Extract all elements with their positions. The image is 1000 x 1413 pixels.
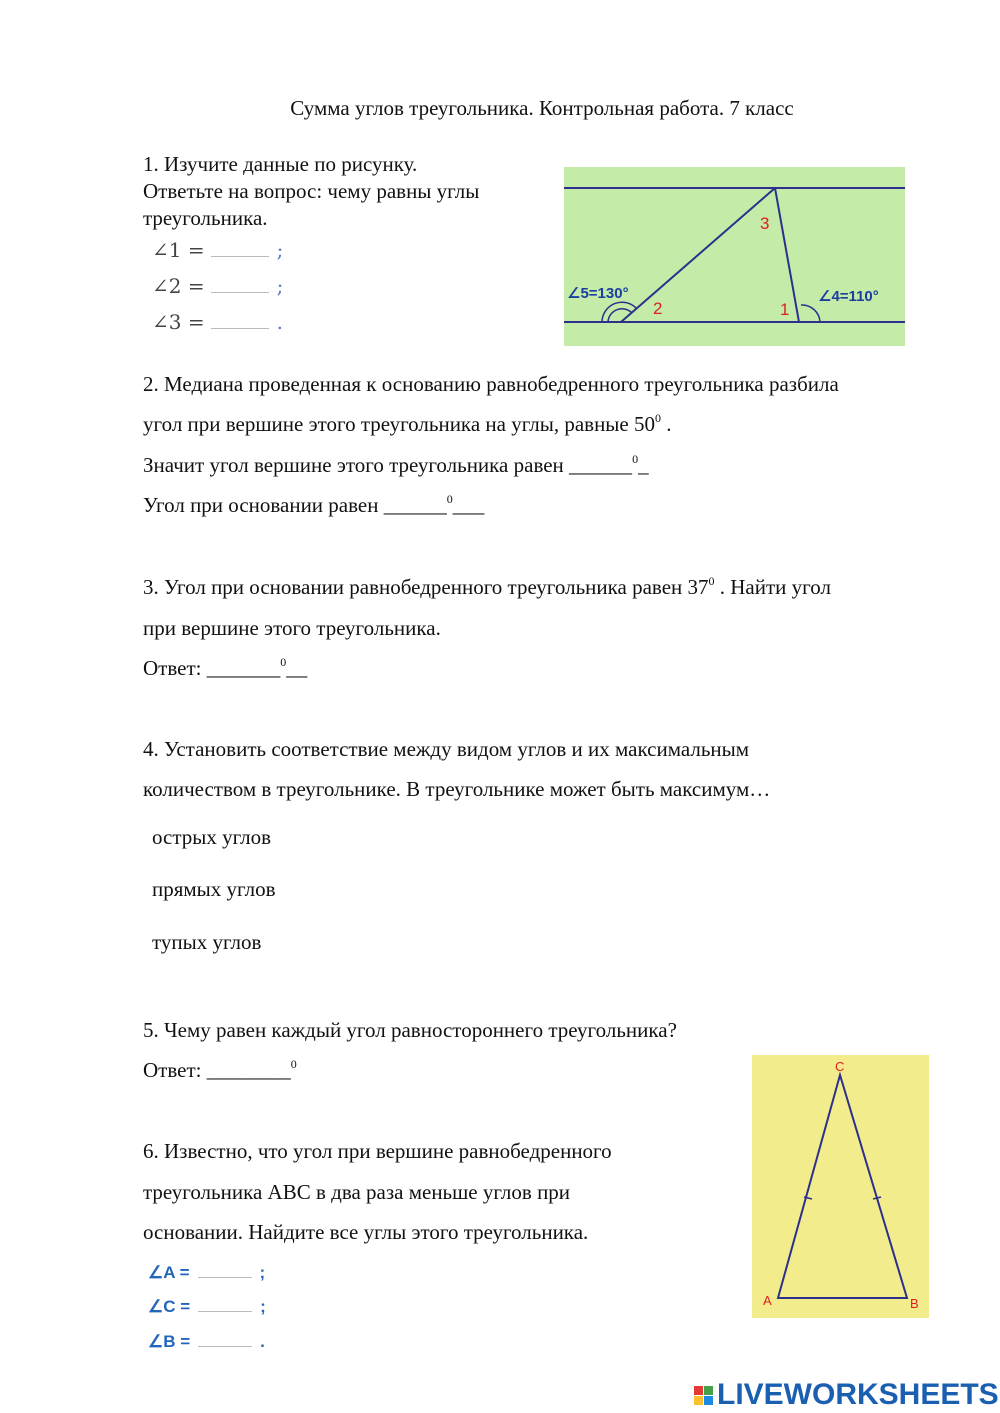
q5-answer-degree: 0 (290, 1057, 297, 1071)
q2-line4 (143, 492, 484, 518)
q6-answer-c (148, 1297, 266, 1317)
q2-vertex-text: Значит угол вершине этого треугольника равен ______ (143, 453, 633, 477)
q6-line3: основании. Найдите все углы этого треугольника. (143, 1220, 589, 1244)
q1-answer-3 (152, 310, 283, 334)
q3-answer-degree: 0 (280, 655, 287, 669)
vertex-c-label: C (835, 1059, 845, 1074)
page-title: Сумма углов треугольника. Контрольная работа. 7 класс (290, 96, 794, 120)
q6-figure (752, 1055, 929, 1318)
angle-a-label: ∠A = (148, 1263, 190, 1282)
q4-item-obtuse[interactable]: тупых углов (152, 930, 262, 954)
q1-line2: Ответьте на вопрос: чему равны углы (143, 179, 480, 203)
q2-line2-degree: 0 (655, 411, 661, 425)
q2-line2-end: . (661, 412, 672, 436)
logo-icon (694, 1386, 713, 1405)
q4-line2: количеством в треугольнике. В треугольнике может быть максимум… (143, 777, 771, 801)
angle-3-label: ∠3 = (152, 310, 205, 334)
angle-2-input[interactable] (211, 278, 269, 293)
q5-answer-text[interactable]: Ответ: ________ (143, 1058, 291, 1082)
angle-1-label: ∠1 = (152, 238, 205, 262)
q4-item-acute[interactable]: острых углов (152, 825, 272, 849)
angle-c-sep: ; (260, 1297, 266, 1316)
angle-b-sep: . (260, 1332, 265, 1351)
angle-3-sep: . (276, 310, 283, 334)
q1-line1: 1. Изучите данные по рисунку. (143, 152, 418, 176)
q6-line1: 6. Известно, что угол при вершине равнобедренного (143, 1139, 612, 1163)
angle-3-input[interactable] (211, 314, 269, 329)
q3-answer-text[interactable]: Ответ: _______ (143, 656, 281, 680)
liveworksheets-logo[interactable] (694, 1378, 999, 1412)
q5-line2 (143, 1057, 297, 1083)
label-1: 1 (780, 300, 790, 319)
q2-vertex-blank[interactable]: _ (638, 453, 649, 477)
q1-answer-1 (152, 238, 283, 262)
angle-c-label: ∠C = (148, 1297, 191, 1316)
angle-1-input[interactable] (211, 242, 269, 257)
q3-line1 (143, 574, 831, 600)
q4-line1: 4. Установить соответствие между видом углов и их максимальным (143, 737, 750, 761)
q1-answer-2 (152, 274, 283, 298)
angle-2-sep: ; (276, 274, 284, 298)
angle5-label: ∠5=130° (567, 285, 629, 302)
q1-figure (564, 167, 905, 346)
angle-a-input[interactable] (198, 1263, 252, 1278)
q5-line1: 5. Чему равен каждый угол равностороннего треугольника? (143, 1018, 677, 1042)
angle-2-label: ∠2 = (152, 274, 205, 298)
q2-base-text: Угол при основании равен ______ (143, 493, 447, 517)
q3-line1-degree: 0 (708, 574, 715, 588)
angle-c-input[interactable] (198, 1297, 252, 1312)
q3-line1-text: 3. Угол при основании равнобедренного треугольника равен 37 (143, 575, 709, 599)
q2-line1: 2. Медиана проведенная к основанию равнобедренного треугольника разбила (143, 372, 839, 396)
logo-icon-cell-2 (704, 1386, 713, 1395)
q2-vertex-degree: 0 (632, 452, 639, 466)
q2-line2 (143, 411, 672, 437)
logo-icon-cell-1 (694, 1386, 703, 1395)
q3-answer-end: __ (286, 656, 308, 680)
figure2-background (752, 1055, 929, 1318)
q6-answer-a (148, 1263, 265, 1283)
q2-line2-text: угол при вершине этого треугольника на углы, равные 50 (143, 412, 655, 436)
label-2: 2 (653, 299, 663, 318)
angle4-label: ∠4=110° (818, 288, 879, 305)
q6-line2: треугольника ABC в два раза меньше углов при (143, 1180, 571, 1204)
q2-line3 (143, 452, 649, 478)
q6-answer-b (148, 1332, 265, 1352)
logo-icon-cell-3 (694, 1396, 703, 1405)
angle-b-input[interactable] (198, 1332, 252, 1347)
q3-line3 (143, 655, 307, 681)
vertex-b-label: B (910, 1296, 919, 1311)
q4-item-right[interactable]: прямых углов (152, 877, 276, 901)
q3-line2: при вершине этого треугольника. (143, 616, 441, 640)
logo-icon-cell-4 (704, 1396, 713, 1405)
vertex-a-label: A (763, 1293, 772, 1308)
figure1-background (564, 167, 905, 346)
q3-line1-end: . Найти угол (714, 575, 831, 599)
label-3: 3 (760, 214, 770, 233)
logo-text: LIVEWORKSHEETS (717, 1378, 999, 1411)
angle-b-label: ∠B = (148, 1332, 191, 1351)
q1-line3: треугольника. (143, 206, 268, 230)
angle-a-sep: ; (259, 1263, 266, 1282)
q2-base-blank[interactable]: ___ (452, 493, 485, 517)
angle-1-sep: ; (276, 238, 284, 262)
q2-base-degree: 0 (446, 492, 453, 506)
